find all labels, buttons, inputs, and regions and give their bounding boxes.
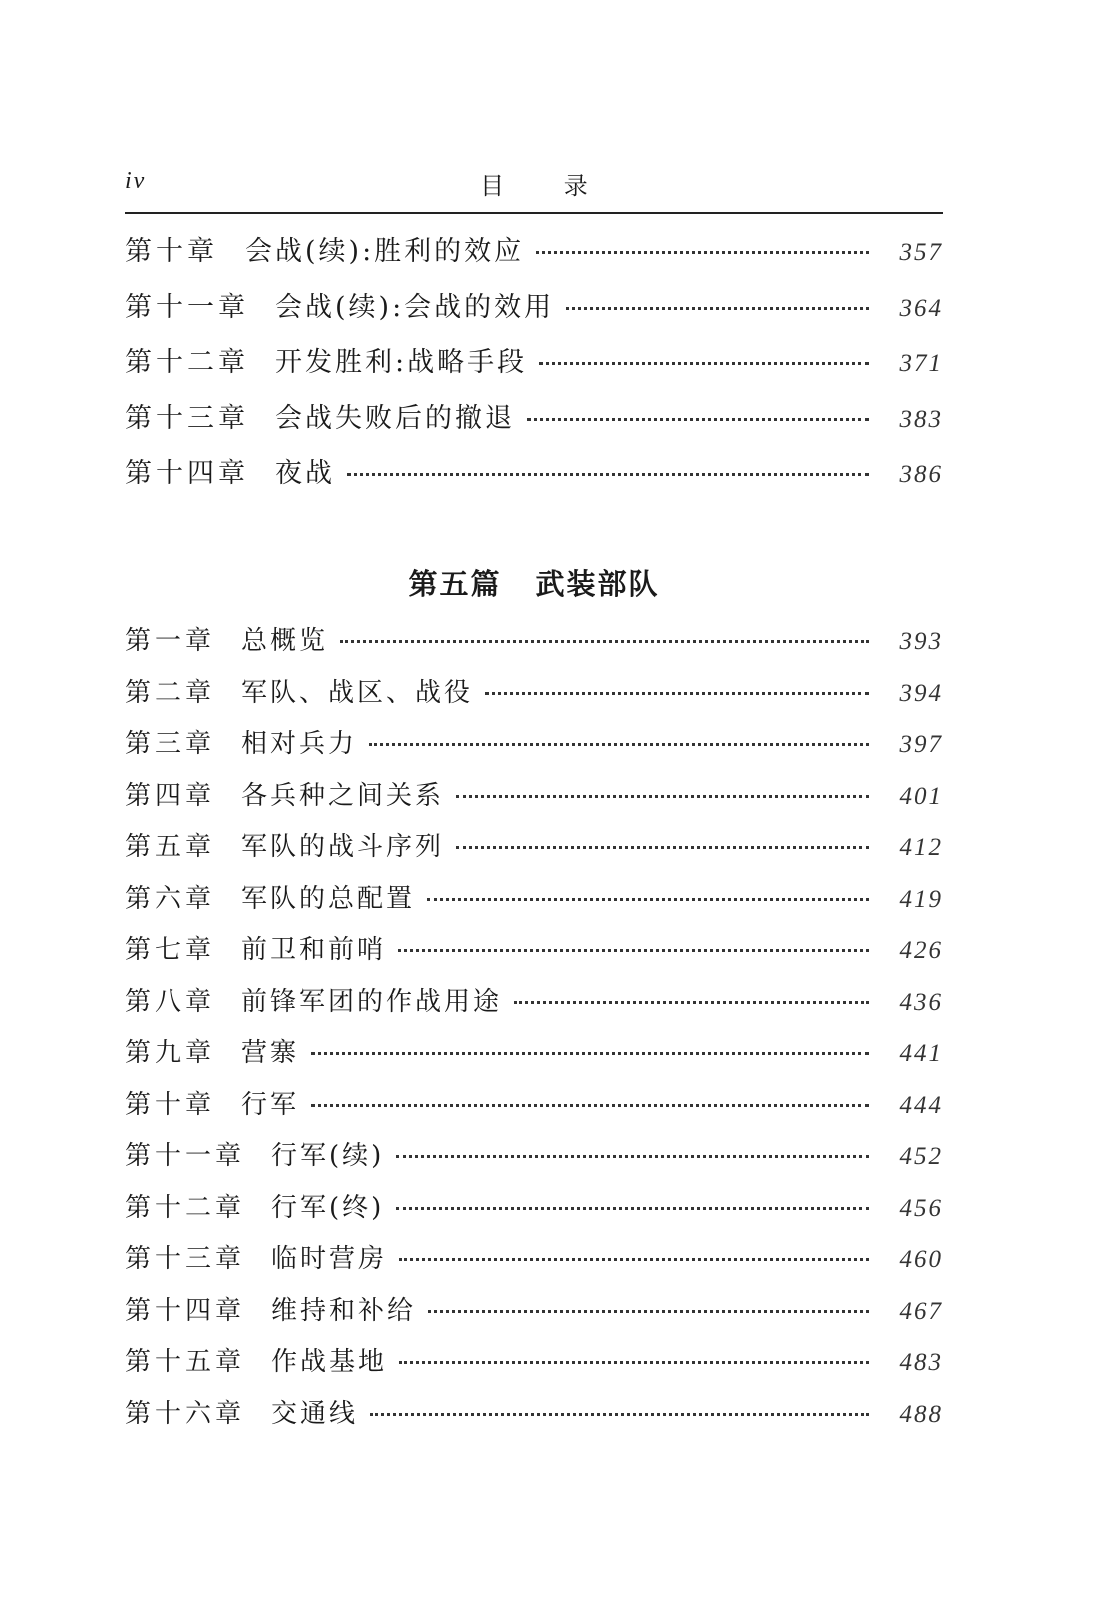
chapter-label: 第十三章: [125, 402, 249, 434]
page-ref: 386: [899, 461, 943, 488]
chapter-label: 第三章: [125, 729, 216, 759]
chapter-label: 第四章: [125, 780, 216, 811]
chapter-label: 第二章: [125, 677, 216, 708]
dot-leader: [340, 639, 869, 643]
toc-entry[interactable]: [125, 981, 943, 1033]
dot-leader: [539, 361, 869, 365]
part-title: 武装部队: [535, 567, 660, 601]
dot-leader: [527, 417, 869, 421]
chapter-title: 会战(续):会战的效用: [275, 291, 555, 323]
page-ref: 488: [899, 1400, 943, 1428]
dot-leader: [485, 691, 869, 695]
running-head: [125, 160, 943, 214]
toc-entry[interactable]: [125, 1187, 943, 1239]
chapter-title: 行军(续): [271, 1141, 385, 1171]
chapter-label: 第十一章: [125, 1141, 246, 1171]
dot-leader: [536, 250, 869, 254]
chapter-title: 各兵种之间关系: [241, 780, 445, 811]
part-heading: [125, 562, 943, 603]
chapter-title: 会战失败后的撤退: [275, 402, 515, 434]
page-ref: 394: [899, 679, 943, 707]
page-ref: 383: [899, 405, 943, 433]
toc-entry[interactable]: [125, 620, 943, 672]
chapter-label: 第五章: [125, 832, 216, 862]
chapter-label: 第八章: [125, 986, 216, 1017]
toc-entry[interactable]: [125, 229, 943, 285]
chapter-title: 夜战: [275, 458, 335, 489]
page-ref: 397: [899, 731, 943, 758]
dot-leader: [311, 1103, 869, 1107]
chapter-label: 第十六章: [125, 1398, 246, 1429]
page-ref: 393: [899, 628, 943, 655]
chapter-label: 第十三章: [125, 1244, 246, 1274]
chapter-label: 第十二章: [125, 1192, 246, 1223]
dot-leader: [456, 794, 869, 798]
chapter-label: 第六章: [125, 883, 216, 914]
toc-entry[interactable]: [125, 929, 943, 981]
chapter-title: 交通线: [271, 1398, 359, 1429]
toc-entry[interactable]: [125, 396, 943, 452]
page-ref: 419: [899, 885, 943, 913]
dot-leader: [566, 306, 869, 310]
dot-leader: [396, 1154, 869, 1158]
page-ref: 357: [899, 239, 943, 266]
toc-entry[interactable]: [125, 826, 943, 878]
chapter-title: 作战基地: [271, 1347, 388, 1377]
chapter-label: 第十五章: [125, 1347, 246, 1377]
chapter-title: 军队的总配置: [241, 883, 416, 914]
dot-leader: [396, 1206, 869, 1210]
chapter-title: 临时营房: [271, 1244, 388, 1274]
page-ref: 426: [899, 937, 943, 964]
chapter-label: 第十二章: [125, 347, 249, 378]
toc-entry[interactable]: [125, 878, 943, 930]
toc-entry[interactable]: [125, 285, 943, 341]
page-ref: 364: [899, 294, 943, 322]
chapter-label: 第十四章: [125, 1295, 246, 1326]
chapter-title: 军队、战区、战役: [241, 677, 474, 708]
toc-entry[interactable]: [125, 1341, 943, 1393]
page-ref: 460: [899, 1246, 943, 1273]
page-ref: 456: [899, 1194, 943, 1222]
page-ref: 452: [899, 1143, 943, 1170]
chapter-title: 行军(终): [271, 1192, 385, 1223]
page-ref: 467: [899, 1297, 943, 1325]
toc-entry[interactable]: [125, 775, 943, 827]
page-ref: 483: [899, 1349, 943, 1376]
chapter-title: 前锋军团的作战用途: [241, 986, 503, 1017]
dot-leader: [311, 1051, 869, 1055]
chapter-label: 第十一章: [125, 291, 249, 323]
chapter-title: 开发胜利:战略手段: [275, 347, 528, 378]
page-ref: 412: [899, 834, 943, 861]
dot-leader: [428, 1309, 869, 1313]
toc-block-part-five: [125, 620, 943, 1444]
dot-leader: [347, 472, 869, 476]
toc-entry[interactable]: [125, 723, 943, 775]
dot-leader: [456, 845, 869, 849]
dot-leader: [427, 897, 869, 901]
chapter-title: 相对兵力: [241, 729, 358, 759]
page-ref: 444: [899, 1091, 943, 1119]
dot-leader: [369, 742, 869, 746]
chapter-title: 维持和补给: [271, 1295, 417, 1326]
part-label: 第五篇: [408, 567, 502, 601]
toc-entry[interactable]: [125, 1238, 943, 1290]
chapter-title: 会战(续):胜利的效应: [245, 236, 525, 267]
page-ref: 436: [899, 988, 943, 1016]
chapter-label: 第九章: [125, 1038, 216, 1068]
dot-leader: [370, 1412, 869, 1416]
running-title: 目 录: [480, 172, 614, 200]
chapter-label: 第十四章: [125, 458, 249, 489]
chapter-label: 第一章: [125, 626, 216, 656]
chapter-label: 第七章: [125, 935, 216, 965]
toc-entry[interactable]: [125, 1393, 943, 1445]
chapter-title: 军队的战斗序列: [241, 832, 445, 862]
toc-entry[interactable]: [125, 672, 943, 724]
page-number: iv: [125, 168, 147, 194]
page-ref: 441: [899, 1040, 943, 1067]
toc-block-part-four-continued: [125, 229, 943, 507]
dot-leader: [514, 1000, 869, 1004]
toc-entry[interactable]: [125, 1032, 943, 1084]
toc-entry[interactable]: [125, 340, 943, 396]
chapter-title: 行军: [241, 1089, 300, 1120]
chapter-title: 前卫和前哨: [241, 935, 387, 965]
page-ref: 371: [899, 350, 943, 377]
chapter-label: 第十章: [125, 1089, 216, 1120]
chapter-label: 第十章: [125, 236, 218, 267]
dot-leader: [399, 1360, 869, 1364]
page-ref: 401: [899, 782, 943, 810]
chapter-title: 总概览: [241, 626, 329, 656]
chapter-title: 营寨: [241, 1038, 300, 1068]
toc-entry[interactable]: [125, 1084, 943, 1136]
dot-leader: [399, 1257, 869, 1261]
toc-entry[interactable]: [125, 1290, 943, 1342]
toc-entry[interactable]: [125, 1135, 943, 1187]
toc-entry[interactable]: [125, 451, 943, 507]
dot-leader: [398, 948, 869, 952]
